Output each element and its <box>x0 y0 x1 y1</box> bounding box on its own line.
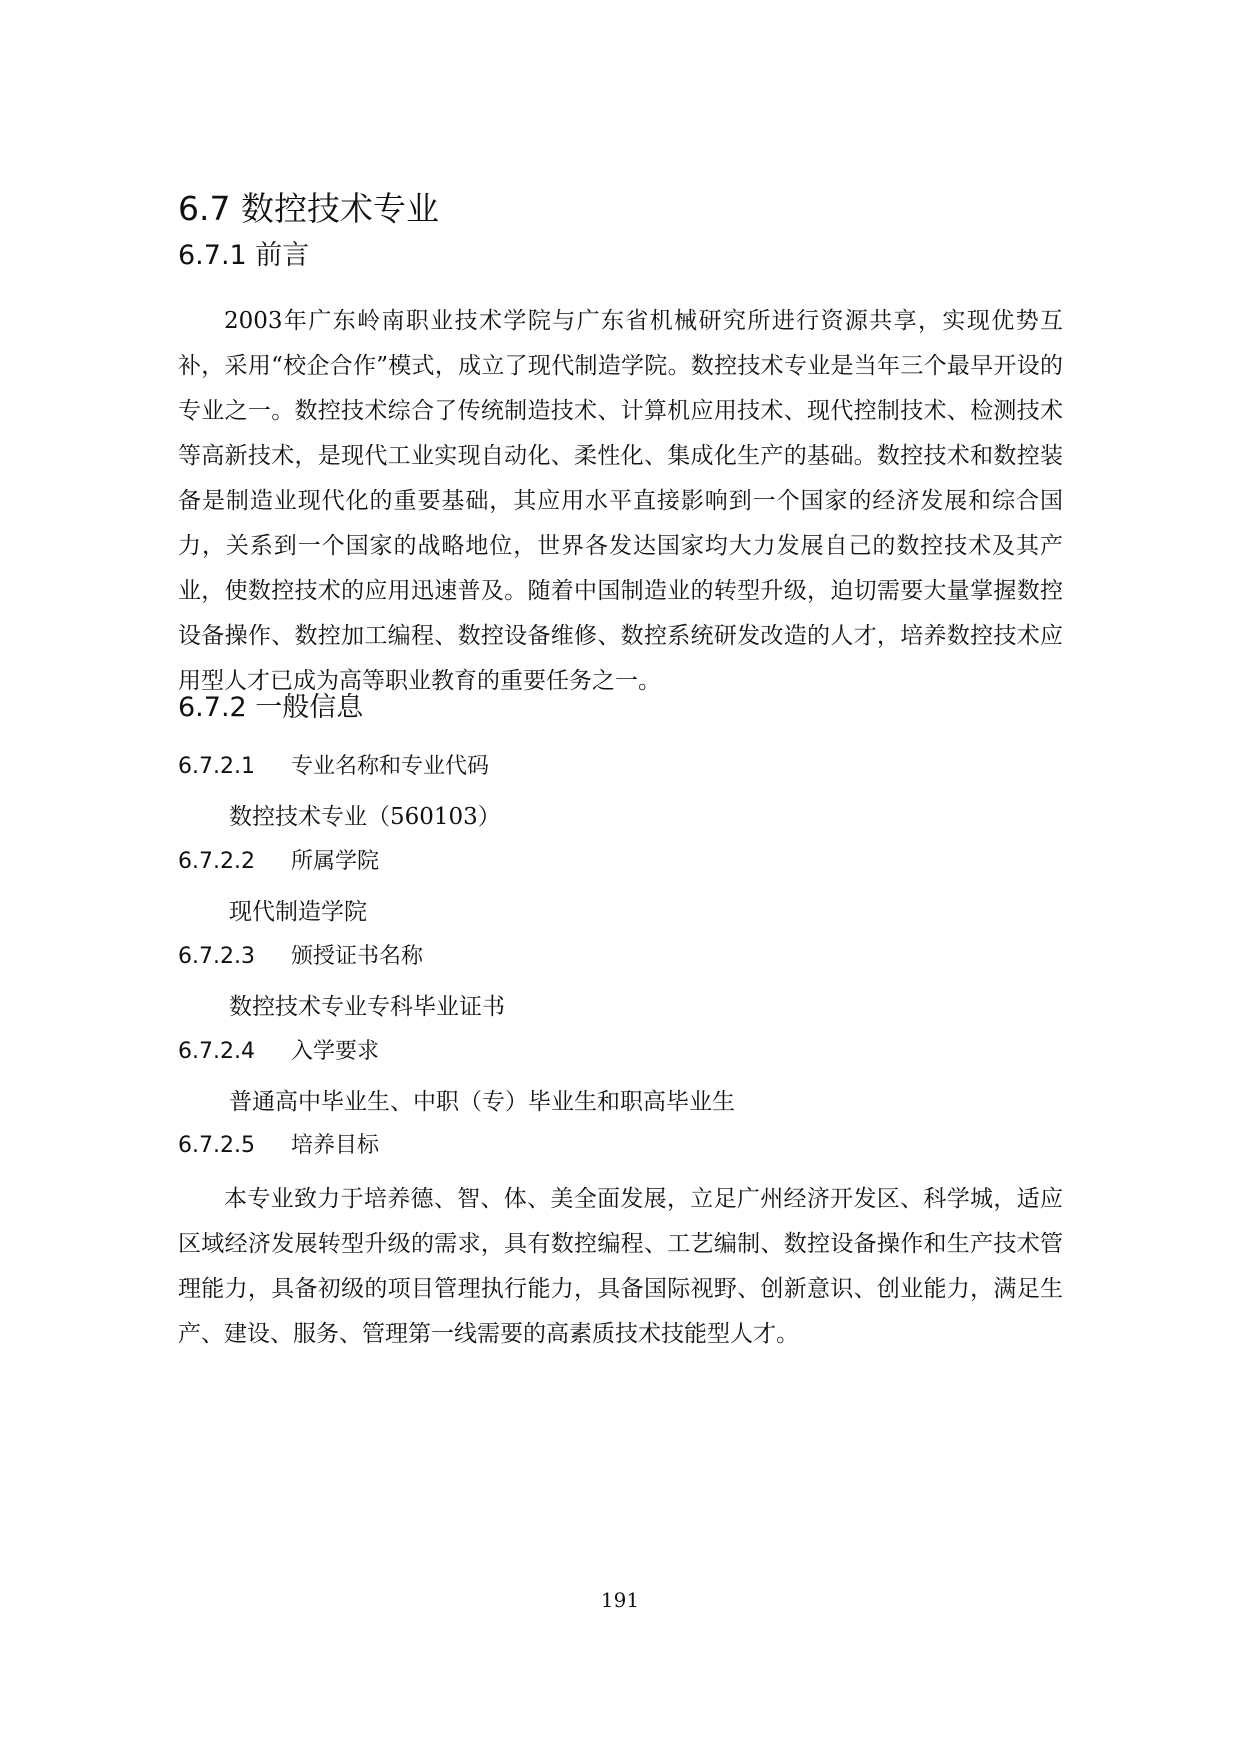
item-heading-college <box>178 845 379 879</box>
item-label: 颁授证书名称 <box>291 944 424 969</box>
item-number: 6.7.2.1 <box>178 754 255 779</box>
item-value-college: 现代制造学院 <box>229 899 367 925</box>
item-number: 6.7.2.5 <box>178 1133 255 1158</box>
item-number: 6.7.2.4 <box>178 1039 255 1064</box>
item-label: 培养目标 <box>291 1133 380 1158</box>
item-label: 入学要求 <box>291 1039 380 1064</box>
item-value-certificate: 数控技术专业专科毕业证书 <box>229 994 505 1020</box>
preface-heading: 6.7.1 前言 <box>178 240 310 271</box>
item-heading-major-name <box>178 750 489 784</box>
item-heading-certificate <box>178 940 423 974</box>
item-label: 专业名称和专业代码 <box>291 754 490 779</box>
item-heading-objective <box>178 1129 379 1163</box>
item-number: 6.7.2.3 <box>178 944 255 969</box>
preface-paragraph: 2003年广东岭南职业技术学院与广东省机械研究所进行资源共享，实现优势互补，采用“校企合作”模式，成立了现代制造学院。数控技术专业是当年三个最早开设的专业之一。数控技术综合了传统制造技术、计算机应用技术、现代控制技术、检测技术等高新技术，是现代工业实现自动化、柔性化、集成化生产的基础。数控技术和数控装备是制造业现代化的重要基础，其应用水平直接影响到一个国家的经济发展和综合国力，关系到一个国家的战略地位，世界各发达国家均大力发展自己的数控技术及其产业，使数控技术的应用迅速普及。随着中国制造业的转型升级，迫切需要大量掌握数控设备操作、数控加工编程、数控设备维修、数控系统研发改造的人才，培养数控技术应用型人才已成为高等职业教育的重要任务之一。 <box>178 308 1063 694</box>
item-label: 所属学院 <box>291 849 380 874</box>
section-title: 6.7 数控技术专业 <box>178 189 439 228</box>
page-number: 191 <box>600 1588 640 1612</box>
general-info-heading: 6.7.2 一般信息 <box>178 692 364 723</box>
objective-paragraph: 本专业致力于培养德、智、体、美全面发展，立足广州经济开发区、科学城，适应区域经济发展转型升级的需求，具有数控编程、工艺编制、数控设备操作和生产技术管理能力，具备初级的项目管理执行能力，具备国际视野、创新意识、创业能力，满足生产、建设、服务、管理第一线需要的高素质技术技能型人才。 <box>178 1186 1063 1347</box>
item-number: 6.7.2.2 <box>178 849 255 874</box>
item-value-major-name: 数控技术专业（560103） <box>229 804 501 830</box>
item-heading-admission <box>178 1035 379 1069</box>
item-value-admission: 普通高中毕业生、中职（专）毕业生和职高毕业生 <box>229 1089 735 1115</box>
